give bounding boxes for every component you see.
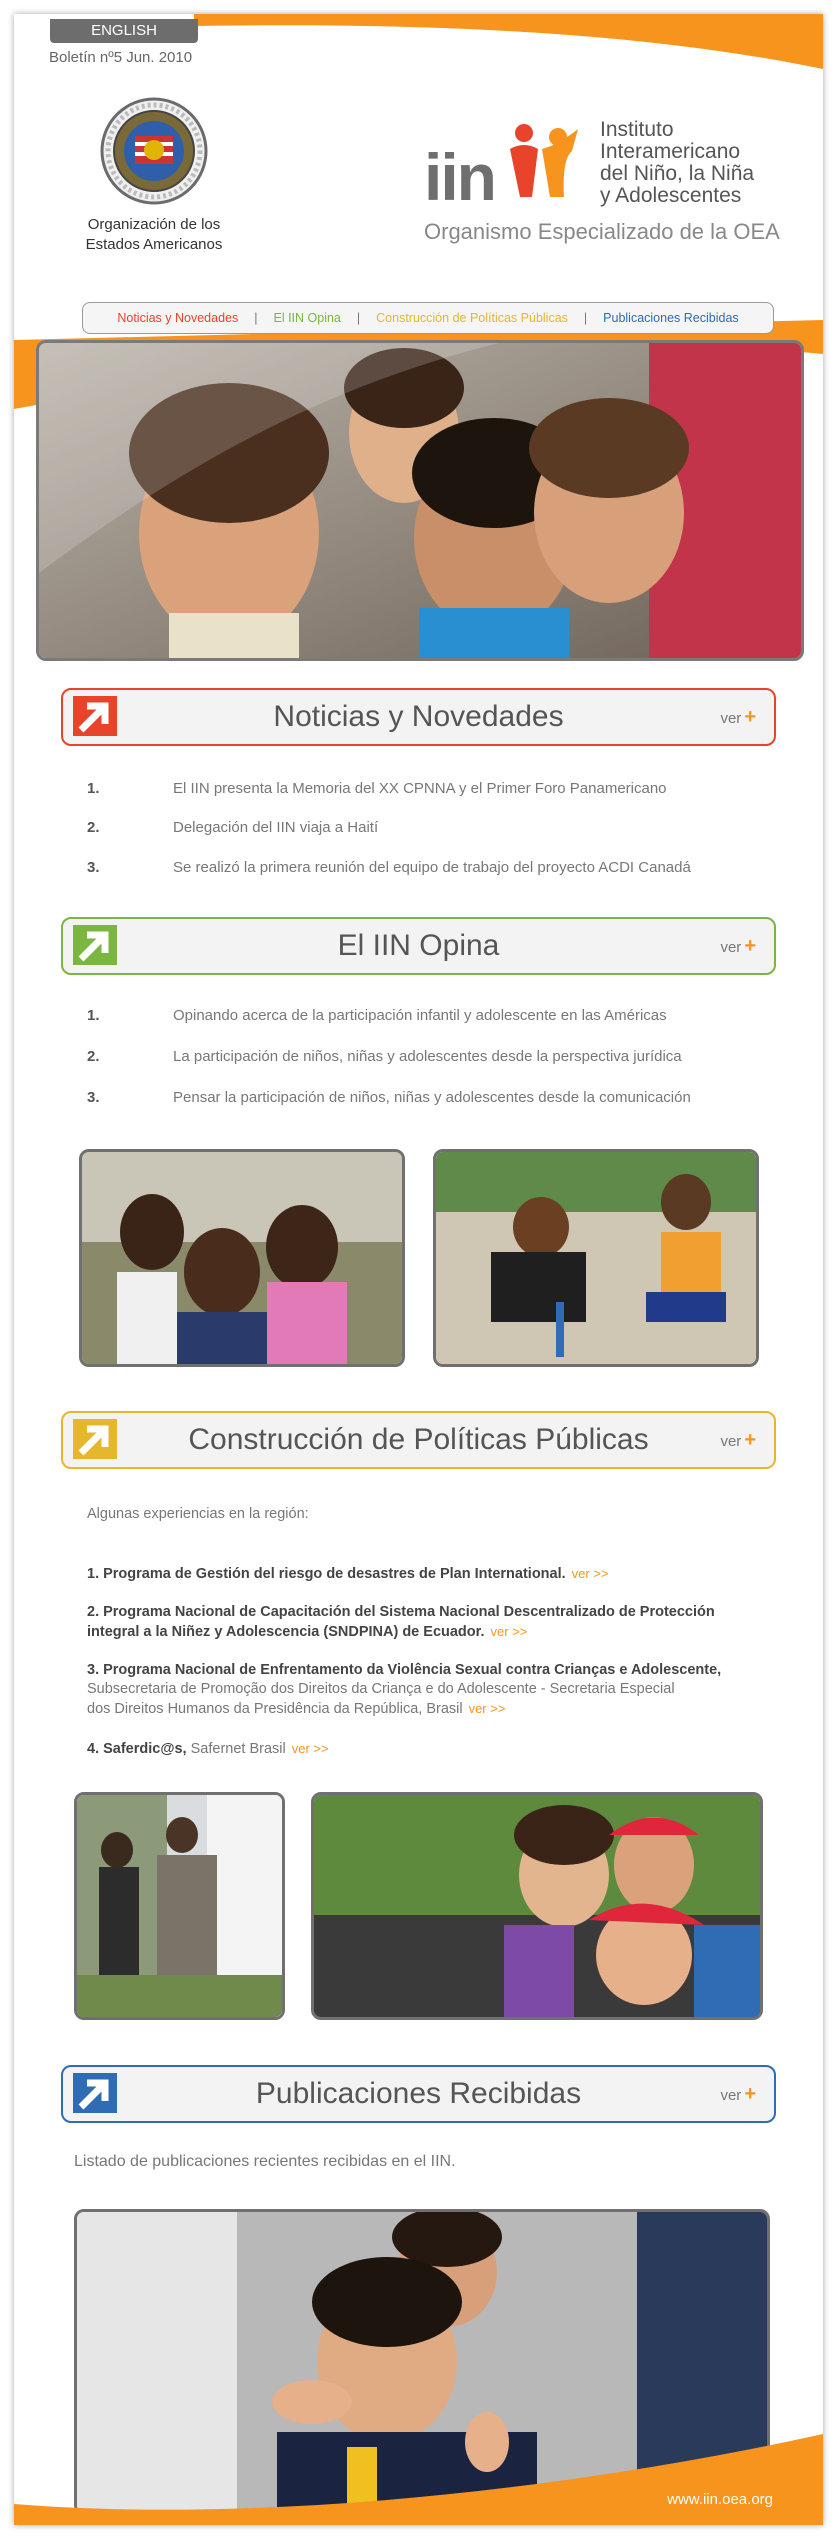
oea-name	[44, 215, 264, 255]
politica-item-2: 2. Programa Nacional de Capacitación del Sistema Nacional Descentralizado de Protección integral a la Niñez y Adolescencia (SNDPINA) de Ecuador. ver >>	[87, 1604, 715, 1640]
noticias-ver-link[interactable]: ver +	[720, 706, 756, 728]
opina-ver-link[interactable]: ver +	[720, 935, 756, 957]
top-swoosh	[194, 14, 823, 69]
section-politicas-header	[61, 1411, 776, 1469]
photo-children-playing	[433, 1149, 759, 1367]
photo-children-caps	[311, 1792, 763, 2020]
newsletter-frame	[14, 14, 823, 2525]
footer-url-link[interactable]: www.iin.oea.org	[667, 2491, 773, 2508]
list-item[interactable]: 2. Delegación del IIN viaja a Haití	[87, 819, 379, 836]
section-noticias-title: Noticias y Novedades	[273, 700, 564, 733]
iin-name-line4: y Adolescentes	[600, 184, 742, 207]
iin-name-line1: Instituto	[600, 118, 674, 141]
politica-item-1: 1. Programa de Gestión del riesgo de desastres de Plan International. ver >>	[87, 1566, 609, 1582]
iin-name-line2: Interamericano	[600, 140, 741, 163]
nav-publicaciones[interactable]: Publicaciones Recibidas	[603, 311, 739, 325]
iin-logo	[424, 119, 784, 259]
iin-name-line3: del Niño, la Niña	[600, 162, 755, 185]
politica-item-4: 4. Saferdic@s, Safernet Brasil ver >>	[87, 1741, 329, 1757]
hero-photo	[36, 340, 804, 661]
list-item[interactable]: 3. Pensar la participación de niños, niñas y adolescentes desde la comunicación	[87, 1089, 691, 1106]
list-item[interactable]: 3. Se realizó la primera reunión del equipo de trabajo del proyecto ACDI Canadá	[87, 859, 691, 876]
iin-abbrev: iin	[424, 140, 495, 214]
oea-name-line2: Estados Americanos	[85, 236, 223, 253]
section-opina-header	[61, 917, 776, 975]
section-politicas-title: Construcción de Políticas Públicas	[188, 1423, 649, 1456]
oea-seal-logo	[99, 96, 209, 206]
politicas-intro: Algunas experiencias en la región:	[87, 1506, 309, 1522]
section-noticias-header	[61, 688, 776, 746]
list-item[interactable]: 1. Opinando acerca de la participación infantil y adolescente en las Américas	[87, 1007, 667, 1024]
section-publicaciones-title: Publicaciones Recibidas	[255, 2077, 582, 2110]
politica-item-3: 3. Programa Nacional de Enfrentamento da Violência Sexual contra Crianças e Adolescente, Subsecretaria de Promoção dos Direitos da Criança e do Adolescente - Secretaria Especial dos Direitos Humanos da Presidência da República, Brasil ver >>	[87, 1662, 722, 1717]
footer-swoosh	[14, 2414, 823, 2525]
ver-more-link[interactable]: ver >>	[571, 1566, 609, 1581]
nav-separator: |	[254, 311, 258, 325]
nav-opina[interactable]: El IIN Opina	[273, 311, 341, 325]
ver-more-link[interactable]: ver >>	[490, 1624, 528, 1639]
nav-noticias[interactable]: Noticias y Novedades	[117, 311, 239, 325]
politicas-ver-link[interactable]: ver +	[720, 1429, 756, 1451]
list-item[interactable]: 1. El IIN presenta la Memoria del XX CPNNA y el Primer Foro Panamericano	[87, 780, 667, 797]
photo-classroom	[74, 1792, 285, 2020]
issue-date: Boletín nº5 Jun. 2010	[49, 49, 193, 66]
section-publicaciones-header	[61, 2065, 776, 2123]
nav-politicas[interactable]: Construcción de Políticas Públicas	[376, 311, 568, 325]
photo-children-group	[79, 1149, 405, 1367]
children-figures-icon	[506, 119, 586, 199]
publicaciones-intro: Listado de publicaciones recientes recibidas en el IIN.	[74, 2153, 456, 2170]
ver-more-link[interactable]: ver >>	[468, 1701, 506, 1716]
main-nav	[82, 302, 774, 334]
list-item[interactable]: 2. La participación de niños, niñas y adolescentes desde la perspectiva jurídica	[87, 1048, 682, 1065]
ver-more-link[interactable]: ver >>	[291, 1741, 329, 1756]
nav-separator: |	[356, 311, 361, 325]
publicaciones-ver-link[interactable]: ver +	[720, 2083, 756, 2105]
iin-subtitle: Organismo Especializado de la OEA	[424, 219, 780, 244]
nav-separator: |	[583, 311, 588, 325]
section-opina-title: El IIN Opina	[337, 929, 500, 962]
language-tab[interactable]: ENGLISH	[50, 19, 198, 43]
oea-name-line1: Organización de los	[87, 216, 221, 233]
